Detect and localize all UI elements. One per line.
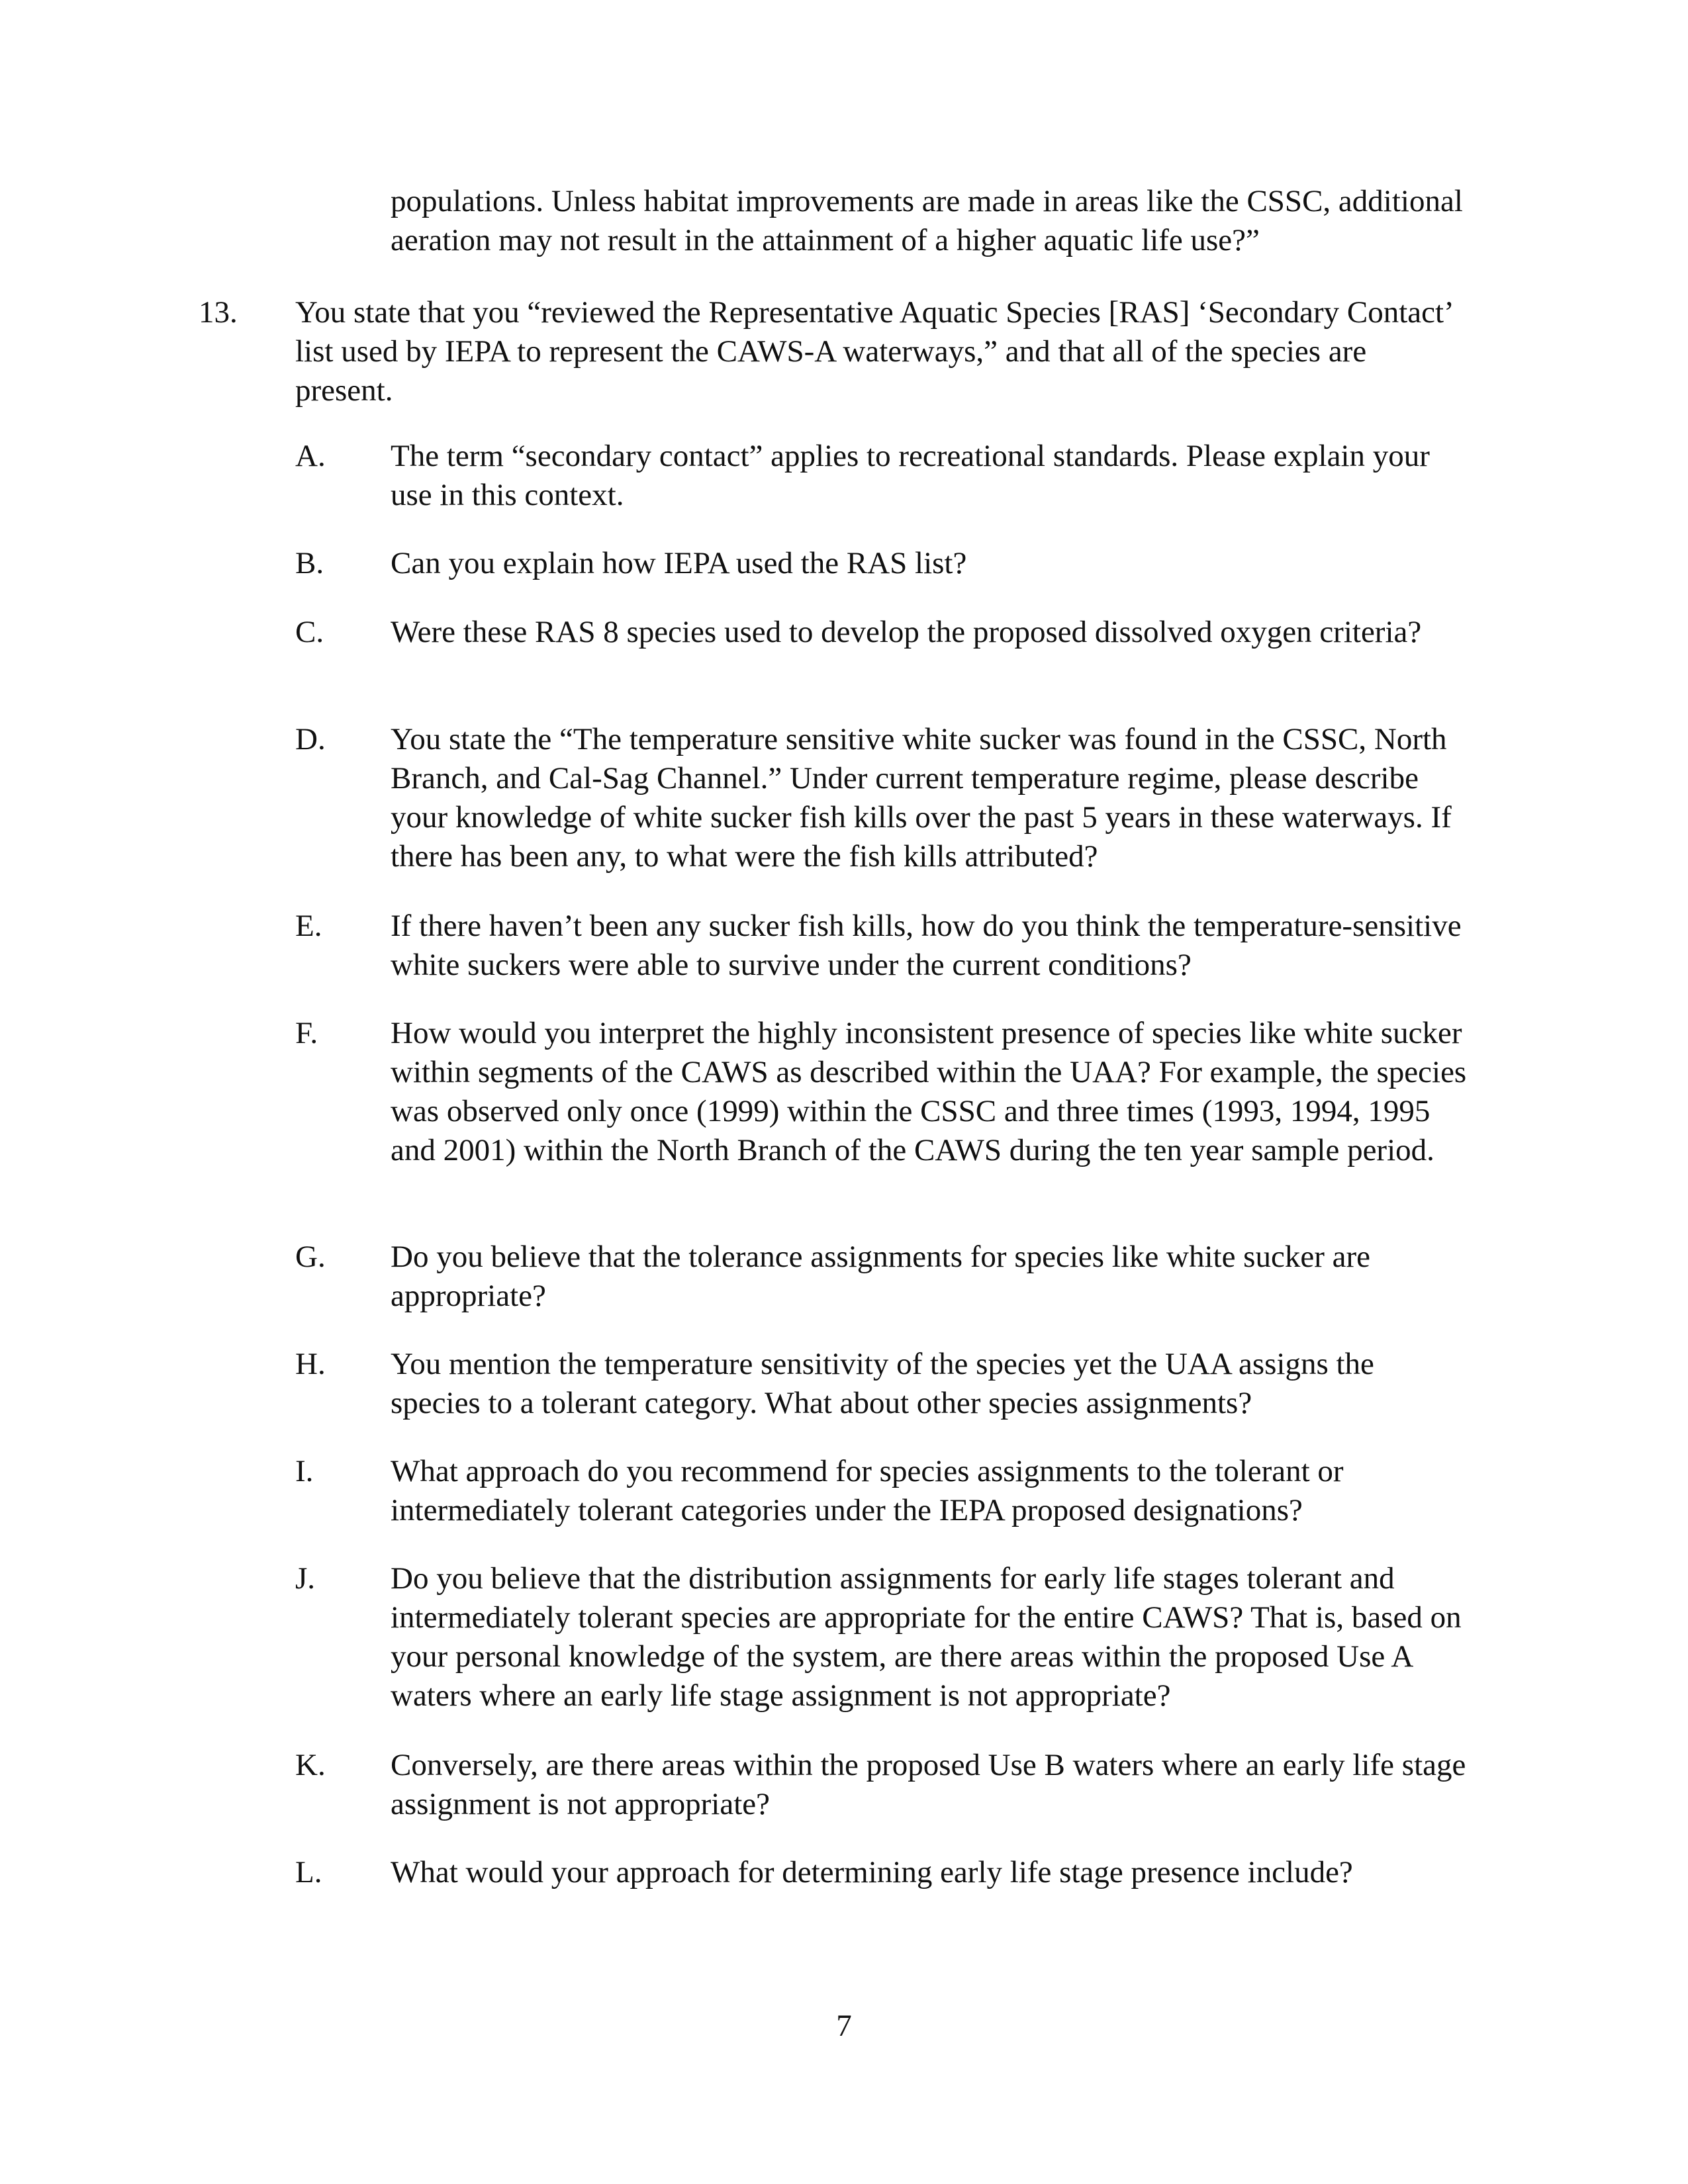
question-number: 13. [199,295,238,330]
subquestion-letter: K. [295,1748,326,1782]
subquestion-text: What approach do you recommend for species assignments to the tolerant or intermediately tolerant categories under the IEPA proposed designations? [391,1454,1344,1527]
subquestion-letter: A. [295,439,326,473]
subquestion-text: How would you interpret the highly inconsistent presence of species like white sucker within segments of the CAWS as described within the UAA? For example, the species was observed only once (1999) within the CSSC and three times (1993, 1994, 1995 and 2001) within the North Branch of the CAWS during the ten year sample period. [391,1016,1467,1167]
subquestion-g [295,1238,1467,1316]
subquestion-letter: I. [295,1454,314,1488]
question-text: You state that you “reviewed the Representative Aquatic Species [RAS] ‘Secondary Contact’ list used by IEPA to represent the CAWS-A waterways,” and that all of the species are present. [295,295,1452,408]
subquestion-letter: L. [295,1855,322,1889]
page-number: 7 [836,2009,852,2043]
subquestion-text: Conversely, are there areas within the proposed Use B waters where an early life stage assignment is not appropriate? [391,1748,1466,1821]
subquestion-f [295,1014,1467,1170]
subquestion-letter: F. [295,1016,318,1050]
subquestion-letter: E. [295,909,322,943]
subquestion-h [295,1345,1467,1423]
subquestion-text: You state the “The temperature sensitive white sucker was found in the CSSC, North Branch, and Cal-Sag Channel.” Under current temperature regime, please describe your knowledge of white sucker fish kills over the past 5 years in these waterways. If there has been any, to what were the fish kills attributed? [391,722,1452,874]
subquestion-text: Do you believe that the distribution assignments for early life stages tolerant and intermediately tolerant species are appropriate for the entire CAWS? That is, based on your personal knowledge of the system, are there areas within the proposed Use A waters where an early life stage assignment is not appropriate? [391,1561,1462,1713]
subquestion-letter: B. [295,546,324,580]
subquestion-d [295,720,1467,876]
subquestion-c [295,613,1467,652]
subquestion-text: You mention the temperature sensitivity of the species yet the UAA assigns the species to a tolerant category. What about other species assignments? [391,1347,1374,1420]
subquestion-l [295,1853,1467,1892]
subquestion-letter: G. [295,1240,326,1274]
subquestion-text: Were these RAS 8 species used to develop the proposed dissolved oxygen criteria? [391,615,1422,649]
subquestion-text: Do you believe that the tolerance assignments for species like white sucker are appropriate? [391,1240,1370,1313]
subquestion-text: The term “secondary contact” applies to recreational standards. Please explain your use in this context. [391,439,1430,512]
subquestion-a [295,437,1467,515]
subquestion-b [295,544,1467,583]
subquestion-text: If there haven’t been any sucker fish kills, how do you think the temperature-sensitive white suckers were able to survive under the current conditions? [391,909,1462,982]
subquestion-letter: C. [295,615,324,649]
subquestion-text: Can you explain how IEPA used the RAS list? [391,546,967,580]
subquestion-letter: D. [295,722,326,756]
subquestion-e [295,907,1467,985]
subquestion-k [295,1746,1467,1824]
subquestion-text: What would your approach for determining early life stage presence include? [391,1855,1353,1889]
subquestion-letter: H. [295,1347,326,1381]
subquestion-j [295,1559,1467,1715]
subquestion-i [295,1452,1467,1530]
subquestion-letter: J. [295,1561,316,1596]
continuation-paragraph: populations. Unless habitat improvements are made in areas like the CSSC, additional aeration may not result in the attainment of a higher aquatic life use?” [391,184,1463,257]
